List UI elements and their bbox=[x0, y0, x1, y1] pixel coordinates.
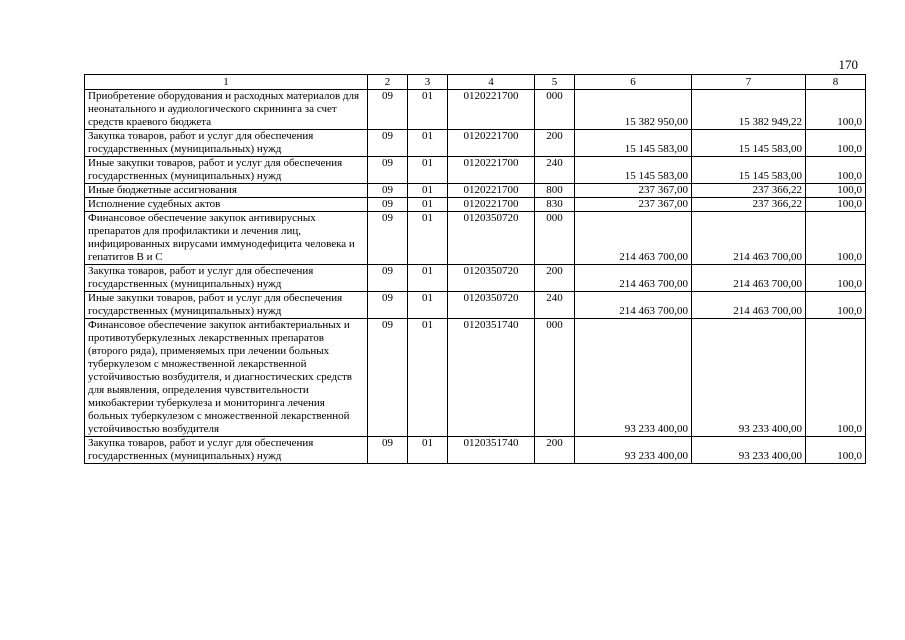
execution-percent: 100,0 bbox=[806, 130, 866, 157]
planned-amount: 237 367,00 bbox=[575, 184, 692, 198]
execution-percent: 100,0 bbox=[806, 319, 866, 437]
planned-amount: 93 233 400,00 bbox=[575, 437, 692, 464]
executed-amount: 214 463 700,00 bbox=[692, 292, 806, 319]
expense-name: Иные закупки товаров, работ и услуг для обеспечения государственных (муниципальных) нужд bbox=[85, 157, 368, 184]
expense-type-code: 000 bbox=[535, 212, 575, 265]
expense-type-code: 240 bbox=[535, 292, 575, 319]
expense-name: Иные закупки товаров, работ и услуг для обеспечения государственных (муниципальных) нужд bbox=[85, 292, 368, 319]
subsection-code: 01 bbox=[408, 198, 448, 212]
execution-percent: 100,0 bbox=[806, 184, 866, 198]
target-article-code: 0120351740 bbox=[448, 319, 535, 437]
execution-percent: 100,0 bbox=[806, 437, 866, 464]
executed-amount: 214 463 700,00 bbox=[692, 212, 806, 265]
execution-percent: 100,0 bbox=[806, 292, 866, 319]
section-code: 09 bbox=[368, 157, 408, 184]
target-article-code: 0120350720 bbox=[448, 265, 535, 292]
expense-name: Приобретение оборудования и расходных материалов для неонатального и аудиологического скрининга за счет средств краевого бюджета bbox=[85, 90, 368, 130]
subsection-code: 01 bbox=[408, 157, 448, 184]
expense-type-code: 240 bbox=[535, 157, 575, 184]
column-header: 2 bbox=[368, 75, 408, 90]
target-article-code: 0120221700 bbox=[448, 198, 535, 212]
column-header: 7 bbox=[692, 75, 806, 90]
section-code: 09 bbox=[368, 437, 408, 464]
execution-percent: 100,0 bbox=[806, 212, 866, 265]
table-row bbox=[85, 90, 866, 130]
execution-percent: 100,0 bbox=[806, 157, 866, 184]
target-article-code: 0120350720 bbox=[448, 212, 535, 265]
section-code: 09 bbox=[368, 212, 408, 265]
planned-amount: 15 382 950,00 bbox=[575, 90, 692, 130]
column-header: 8 bbox=[806, 75, 866, 90]
execution-percent: 100,0 bbox=[806, 265, 866, 292]
execution-percent: 100,0 bbox=[806, 90, 866, 130]
target-article-code: 0120221700 bbox=[448, 157, 535, 184]
expense-type-code: 200 bbox=[535, 437, 575, 464]
column-header: 3 bbox=[408, 75, 448, 90]
expense-type-code: 200 bbox=[535, 130, 575, 157]
column-header: 1 bbox=[85, 75, 368, 90]
expense-type-code: 000 bbox=[535, 319, 575, 437]
table-row bbox=[85, 157, 866, 184]
planned-amount: 214 463 700,00 bbox=[575, 292, 692, 319]
column-header: 4 bbox=[448, 75, 535, 90]
subsection-code: 01 bbox=[408, 265, 448, 292]
column-header: 6 bbox=[575, 75, 692, 90]
target-article-code: 0120350720 bbox=[448, 292, 535, 319]
target-article-code: 0120221700 bbox=[448, 130, 535, 157]
executed-amount: 93 233 400,00 bbox=[692, 437, 806, 464]
planned-amount: 214 463 700,00 bbox=[575, 212, 692, 265]
execution-percent: 100,0 bbox=[806, 198, 866, 212]
target-article-code: 0120221700 bbox=[448, 90, 535, 130]
expense-name: Финансовое обеспечение закупок антивирусных препаратов для профилактики и лечения лиц, инфицированных вирусами иммунодефицита человека и гепатитов В и С bbox=[85, 212, 368, 265]
planned-amount: 15 145 583,00 bbox=[575, 157, 692, 184]
planned-amount: 15 145 583,00 bbox=[575, 130, 692, 157]
page-number: 170 bbox=[838, 57, 858, 72]
executed-amount: 237 366,22 bbox=[692, 198, 806, 212]
expense-type-code: 000 bbox=[535, 90, 575, 130]
executed-amount: 93 233 400,00 bbox=[692, 319, 806, 437]
table-row bbox=[85, 184, 866, 198]
executed-amount: 15 145 583,00 bbox=[692, 157, 806, 184]
table-row bbox=[85, 437, 866, 464]
header-row bbox=[85, 75, 866, 90]
table-row bbox=[85, 212, 866, 265]
planned-amount: 237 367,00 bbox=[575, 198, 692, 212]
section-code: 09 bbox=[368, 90, 408, 130]
section-code: 09 bbox=[368, 198, 408, 212]
table-row bbox=[85, 130, 866, 157]
subsection-code: 01 bbox=[408, 292, 448, 319]
expense-name: Иные бюджетные ассигнования bbox=[85, 184, 368, 198]
subsection-code: 01 bbox=[408, 319, 448, 437]
expense-type-code: 830 bbox=[535, 198, 575, 212]
planned-amount: 214 463 700,00 bbox=[575, 265, 692, 292]
executed-amount: 15 145 583,00 bbox=[692, 130, 806, 157]
target-article-code: 0120351740 bbox=[448, 437, 535, 464]
expense-name: Закупка товаров, работ и услуг для обеспечения государственных (муниципальных) нужд bbox=[85, 437, 368, 464]
executed-amount: 237 366,22 bbox=[692, 184, 806, 198]
expense-name: Закупка товаров, работ и услуг для обеспечения государственных (муниципальных) нужд bbox=[85, 265, 368, 292]
section-code: 09 bbox=[368, 265, 408, 292]
expense-type-code: 200 bbox=[535, 265, 575, 292]
subsection-code: 01 bbox=[408, 212, 448, 265]
section-code: 09 bbox=[368, 184, 408, 198]
section-code: 09 bbox=[368, 130, 408, 157]
subsection-code: 01 bbox=[408, 437, 448, 464]
executed-amount: 214 463 700,00 bbox=[692, 265, 806, 292]
table-row bbox=[85, 292, 866, 319]
target-article-code: 0120221700 bbox=[448, 184, 535, 198]
budget-table bbox=[84, 74, 866, 464]
expense-type-code: 800 bbox=[535, 184, 575, 198]
subsection-code: 01 bbox=[408, 130, 448, 157]
section-code: 09 bbox=[368, 319, 408, 437]
table-row bbox=[85, 198, 866, 212]
table-row bbox=[85, 265, 866, 292]
table-row bbox=[85, 319, 866, 437]
section-code: 09 bbox=[368, 292, 408, 319]
subsection-code: 01 bbox=[408, 90, 448, 130]
expense-name: Финансовое обеспечение закупок антибактериальных и противотуберкулезных лекарственных препаратов (второго ряда), применяемых при лечении больных туберкулезом с множественной лекарственной устойчивостью возбудителя, и диагностических средств для выявления, определения чувствительности микобактерии туберкулеза и мониторинга лечения больных туберкулезом с множественной лекарственной устойчивостью возбудителя bbox=[85, 319, 368, 437]
subsection-code: 01 bbox=[408, 184, 448, 198]
expense-name: Исполнение судебных актов bbox=[85, 198, 368, 212]
column-header: 5 bbox=[535, 75, 575, 90]
executed-amount: 15 382 949,22 bbox=[692, 90, 806, 130]
planned-amount: 93 233 400,00 bbox=[575, 319, 692, 437]
expense-name: Закупка товаров, работ и услуг для обеспечения государственных (муниципальных) нужд bbox=[85, 130, 368, 157]
